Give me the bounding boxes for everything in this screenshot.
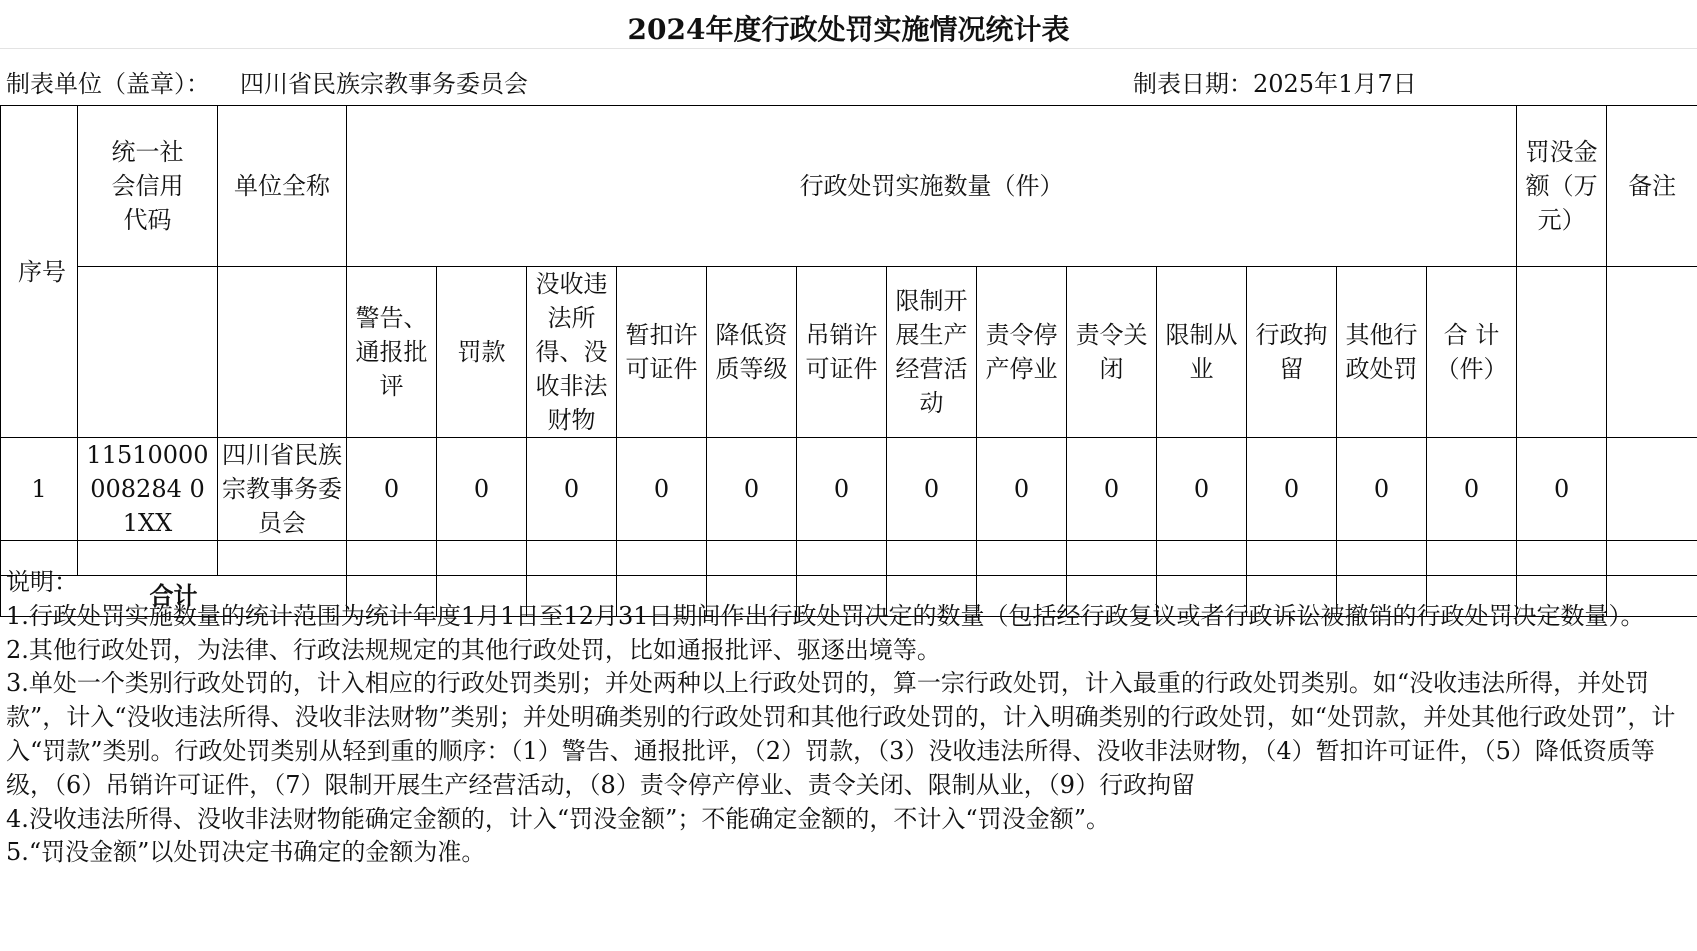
subheader-cell: 其他行政处罚: [1337, 267, 1427, 438]
header-amount: 罚没金额（万元）: [1517, 106, 1607, 267]
subheader-cell: 责令关闭: [1067, 267, 1157, 438]
note-item: 1.行政处罚实施数量的统计范围为统计年度1月1日至12月31日期间作出行政处罚决定的数量（包括经行政复议或者行政诉讼被撤销的行政处罚决定数量）。: [6, 601, 1645, 630]
total-label: 合计: [1, 576, 347, 617]
subheader-cell: 暂扣许可证件: [617, 267, 707, 438]
prepared-by-value: 四川省民族宗教事务委员会: [240, 70, 528, 98]
subheader-blank-amount: [1517, 267, 1607, 438]
row-unit-name: 四川省民族宗教事务委员会: [218, 438, 347, 541]
page-title: 2024年度行政处罚实施情况统计表: [627, 13, 1070, 46]
notes-section: [6, 566, 1686, 870]
subheader-cell: 警告、通报批评: [347, 267, 437, 438]
row-count: 0: [1157, 438, 1247, 541]
row-count: 0: [527, 438, 617, 541]
note-item: 3.单处一个类别行政处罚的，计入相应的行政处罚类别；并处两种以上行政处罚的，算一宗行政处罚，计入最重的行政处罚类别。如“没收违法所得，并处罚款”，计入“没收违法所得、没收非法财物”类别；并处明确类别的行政处罚和其他行政处罚的，计入明确类别的行政处罚，如“处罚款，并处其他行政处罚”，计入“罚款”类别。行政处罚类别从轻到重的顺序：（1）警告、通报批评，（2）罚款，（3）没收违法所得、没收非法财物，（4）暂扣许可证件，（5）降低资质等级，（6）吊销许可证件，（7）限制开展生产经营活动，（8）责令停产停业、责令关闭、限制从业，（9）行政拘留: [6, 669, 1676, 799]
table-row: [1, 438, 1697, 541]
subheader-blank-code: [78, 267, 218, 438]
subheader-blank-remark: [1607, 267, 1697, 438]
header-count-group: 行政处罚实施数量（件）: [347, 106, 1517, 267]
prepared-date-label: 制表日期：: [1133, 70, 1253, 98]
row-count: 0: [797, 438, 887, 541]
subheader-cell: 降低资质等级: [707, 267, 797, 438]
statistics-table: [0, 105, 1697, 617]
subheader-cell: 行政拘留: [1247, 267, 1337, 438]
header-seq: 序号: [1, 106, 78, 438]
subheader-cell: 限制从业: [1157, 267, 1247, 438]
row-count: 0: [1247, 438, 1337, 541]
row-count: 0: [617, 438, 707, 541]
row-count: 0: [707, 438, 797, 541]
row-count: 0: [887, 438, 977, 541]
prepared-by-label: 制表单位（盖章）：: [6, 70, 210, 98]
row-seq: 1: [1, 438, 78, 541]
prepared-by: [6, 64, 528, 99]
header-row: [1, 106, 1697, 267]
row-count: 0: [1337, 438, 1427, 541]
row-count: 0: [977, 438, 1067, 541]
header-credit-code: 统一社会信用代码: [78, 106, 218, 267]
row-count: 0: [1067, 438, 1157, 541]
subheader-cell: 限制开展生产经营活动: [887, 267, 977, 438]
subheader-cell: 责令停产停业: [977, 267, 1067, 438]
header-remark: 备注: [1607, 106, 1697, 267]
row-count: 0: [437, 438, 527, 541]
subheader-cell: 吊销许可证件: [797, 267, 887, 438]
subheader-row: [1, 267, 1697, 438]
row-amount: 0: [1517, 438, 1607, 541]
prepared-date: [1133, 64, 1417, 99]
row-count: 0: [1427, 438, 1517, 541]
title-divider: [0, 48, 1697, 49]
note-item: 4.没收违法所得、没收非法财物能确定金额的，计入“罚没金额”；不能确定金额的，不计入“罚没金额”。: [6, 804, 1110, 833]
subheader-blank-name: [218, 267, 347, 438]
row-credit-code: 11510000008284 01XX: [78, 438, 218, 541]
subheader-cell: 合 计（件）: [1427, 267, 1517, 438]
header-unit-name: 单位全称: [218, 106, 347, 267]
note-item: 5.“罚没金额”以处罚决定书确定的金额为准。: [6, 838, 486, 867]
note-item: 2.其他行政处罚，为法律、行政法规规定的其他行政处罚，比如通报批评、驱逐出境等。: [6, 635, 941, 664]
notes-heading: 说明：: [6, 568, 78, 596]
prepared-date-value: 2025年1月7日: [1253, 70, 1417, 98]
row-remark: [1607, 438, 1697, 541]
subheader-cell: 没收违法所得、没收非法财物: [527, 267, 617, 438]
row-count: 0: [347, 438, 437, 541]
subheader-cell: 罚款: [437, 267, 527, 438]
